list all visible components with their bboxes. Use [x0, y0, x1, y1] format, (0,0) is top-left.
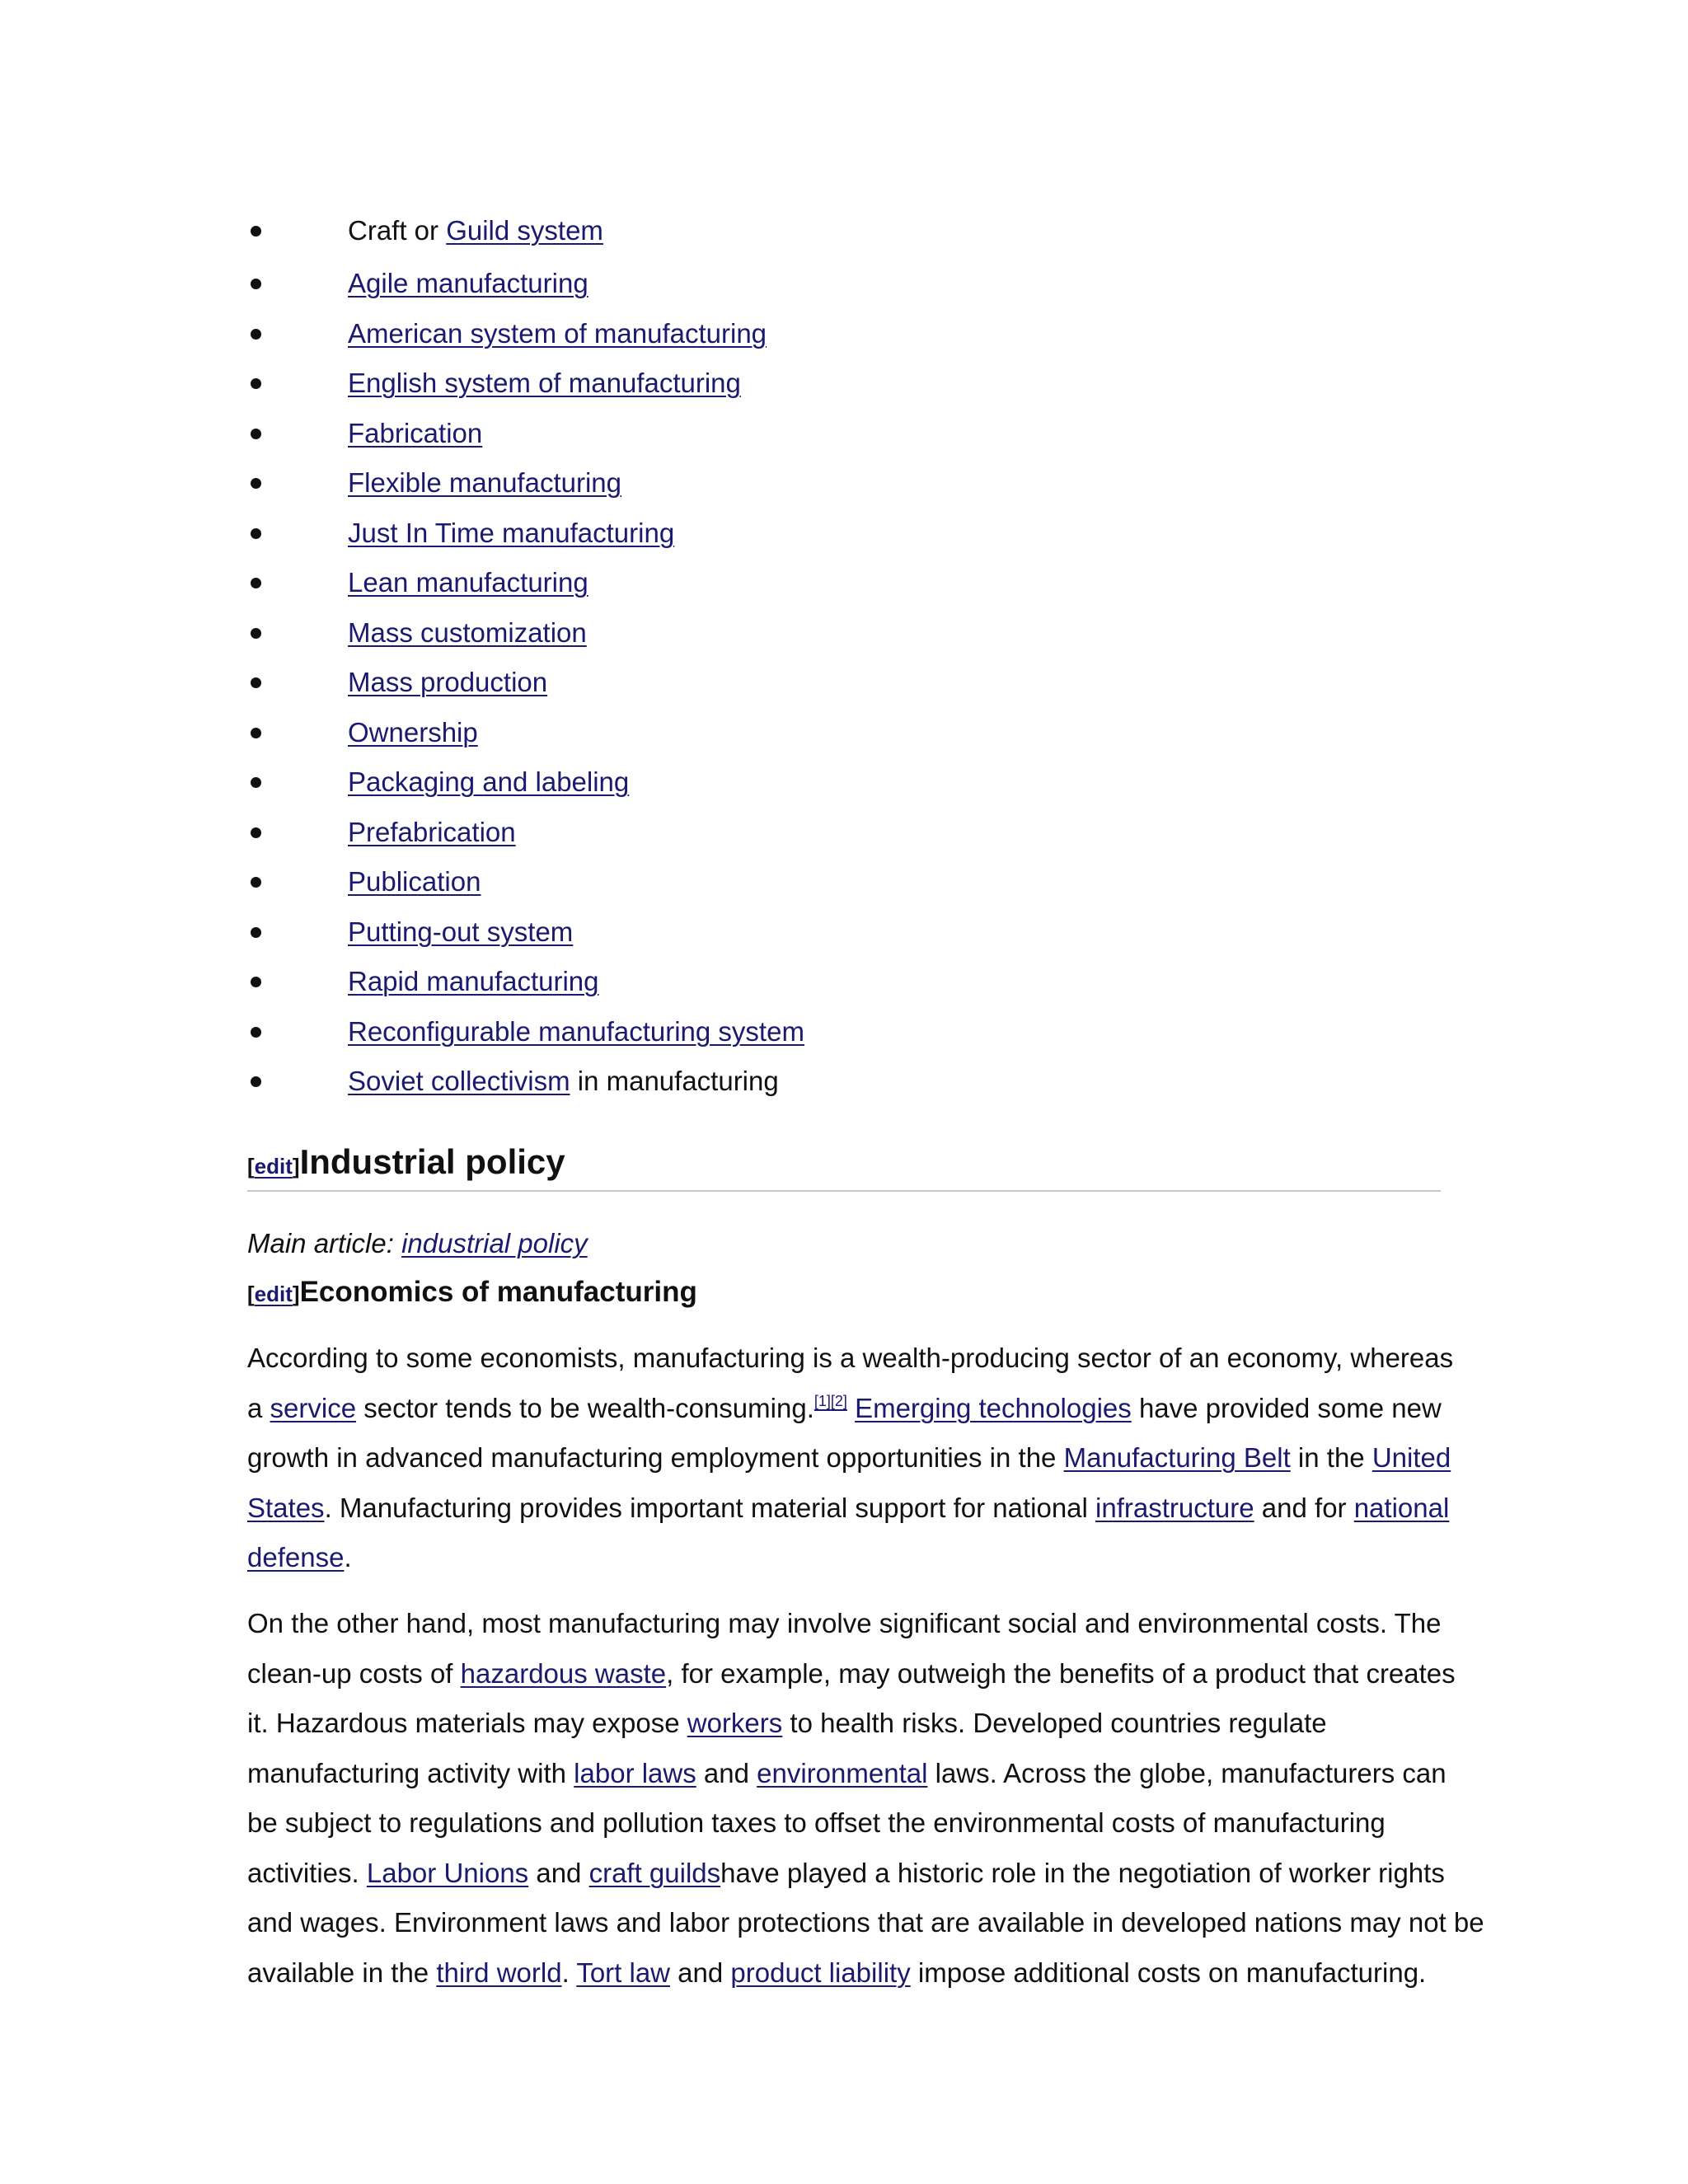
list-item — [247, 513, 804, 563]
bullet-icon — [251, 677, 261, 688]
infrastructure-link[interactable]: infrastructure — [1095, 1492, 1254, 1523]
heading-text: Economics of manufacturing — [299, 1276, 697, 1308]
text-line — [247, 1798, 1451, 1849]
citation-link-1[interactable]: [1] — [814, 1392, 831, 1409]
text-line — [247, 1483, 1451, 1534]
list-item-link[interactable]: Mass production — [348, 667, 548, 697]
text-run: activities. — [247, 1857, 367, 1888]
text-run: available in the — [247, 1957, 437, 1988]
edit-bracket-open: [ — [247, 1282, 255, 1306]
list-item-link[interactable]: Soviet collectivism — [348, 1066, 570, 1096]
list-item — [247, 961, 804, 1011]
edit-link[interactable]: edit — [254, 1154, 293, 1179]
emerging-technologies-link[interactable]: Emerging technologies — [855, 1392, 1132, 1423]
list-item — [247, 662, 804, 712]
text-run: and — [670, 1957, 731, 1988]
main-article-label: Main article: — [247, 1228, 402, 1258]
text-line — [247, 1433, 1451, 1483]
list-item — [247, 363, 804, 413]
text-run: sector tends to be wealth-consuming. — [356, 1392, 814, 1423]
bullet-icon — [251, 378, 261, 389]
environmental-link[interactable]: environmental — [757, 1757, 928, 1788]
economics-paragraph-2 — [247, 1599, 1484, 1998]
bullet-icon — [251, 528, 261, 539]
bullet-icon — [251, 877, 261, 888]
text-line — [247, 1948, 1451, 1999]
list-item-link[interactable]: Mass customization — [348, 616, 587, 648]
national-defense-link[interactable]: national — [1353, 1492, 1450, 1523]
list-item — [247, 912, 804, 962]
text-line — [247, 1384, 1451, 1434]
bullet-icon — [251, 827, 261, 838]
list-item-link[interactable]: English system of manufacturing — [348, 368, 741, 398]
list-item — [247, 712, 804, 762]
text-run: . — [561, 1957, 577, 1988]
list-item-link[interactable]: Agile manufacturing — [348, 268, 588, 298]
list-item-link[interactable]: American system of manufacturing — [348, 317, 767, 349]
list-item-suffix: in manufacturing — [570, 1066, 779, 1096]
craft-guilds-link[interactable]: craft guilds — [588, 1857, 721, 1888]
service-link[interactable]: service — [270, 1392, 357, 1423]
bullet-icon — [251, 226, 261, 237]
list-item-prefix: Craft or — [348, 215, 447, 246]
national-defense-link[interactable]: defense — [247, 1542, 345, 1572]
text-run: According to some economists, manufacturing is a wealth-producing sector of an economy, whereas — [247, 1343, 1454, 1373]
citation — [814, 1393, 847, 1409]
text-run: it. Hazardous materials may expose — [247, 1708, 687, 1738]
text-run: and for — [1254, 1492, 1354, 1523]
list-item-link[interactable]: Fabrication — [348, 417, 483, 448]
list-item-link[interactable]: Guild system — [446, 215, 603, 246]
edit-section-link — [247, 1154, 300, 1179]
bullet-icon — [251, 777, 261, 788]
text-run: to health risks. Developed countries regulate — [782, 1708, 1327, 1738]
text-run: and — [528, 1857, 589, 1888]
united-states-link[interactable]: States — [247, 1492, 325, 1523]
list-item-link[interactable]: Rapid manufacturing — [348, 966, 599, 996]
bullet-icon — [251, 1076, 261, 1087]
list-item-link[interactable]: Prefabrication — [348, 816, 516, 847]
list-item — [247, 1011, 804, 1062]
text-run: and — [696, 1757, 757, 1788]
manufacturing-methods-list — [247, 210, 804, 1111]
product-liability-link[interactable]: product liability — [730, 1957, 911, 1988]
list-item-link[interactable]: Just In Time manufacturing — [348, 517, 675, 548]
list-item-link[interactable]: Flexible manufacturing — [348, 467, 621, 498]
list-item — [247, 612, 804, 663]
list-item-link[interactable]: Packaging and labeling — [348, 766, 630, 797]
text-run: On the other hand, most manufacturing may involve significant social and environmental costs. The — [247, 1608, 1442, 1638]
labor-laws-link[interactable]: labor laws — [574, 1757, 696, 1788]
text-line — [247, 1699, 1451, 1749]
list-item — [247, 413, 804, 463]
text-line — [247, 1599, 1451, 1649]
united-states-link[interactable]: United — [1372, 1442, 1451, 1473]
list-item — [247, 210, 804, 263]
bullet-icon — [251, 329, 261, 340]
edit-section-link — [247, 1282, 300, 1306]
text-run: a — [247, 1392, 270, 1423]
text-run: have provided some new — [1131, 1392, 1442, 1423]
bullet-icon — [251, 977, 261, 987]
tort-law-link[interactable]: Tort law — [576, 1957, 671, 1988]
list-item — [247, 1061, 804, 1111]
bullet-icon — [251, 1027, 261, 1038]
text-run: . — [344, 1542, 352, 1572]
main-article-note — [247, 1223, 588, 1264]
workers-link[interactable]: workers — [687, 1708, 783, 1738]
list-item — [247, 812, 804, 862]
bullet-icon — [251, 628, 261, 639]
heading-text: Industrial policy — [299, 1142, 565, 1181]
list-item-link[interactable]: Lean manufacturing — [348, 567, 588, 598]
text-run: in the — [1290, 1442, 1372, 1473]
list-item — [247, 762, 804, 812]
manufacturing-belt-link[interactable]: Manufacturing Belt — [1063, 1442, 1291, 1473]
edit-bracket-open: [ — [247, 1154, 255, 1179]
list-item — [247, 462, 804, 513]
bullet-icon — [251, 478, 261, 489]
text-run: clean-up costs of — [247, 1657, 461, 1689]
text-line — [247, 1849, 1451, 1899]
bullet-icon — [251, 429, 261, 439]
bullet-icon — [251, 927, 261, 938]
text-line — [247, 1749, 1451, 1799]
bullet-icon — [251, 279, 261, 289]
third-world-link[interactable]: third world — [436, 1957, 562, 1988]
list-item-link[interactable]: Ownership — [348, 716, 478, 748]
text-line — [247, 1333, 1454, 1384]
bullet-icon — [251, 578, 261, 588]
bullet-icon — [251, 728, 261, 738]
text-run: be subject to regulations and pollution taxes to offset the environmental costs of manufacturing — [247, 1807, 1386, 1838]
text-run: and wages. Environment laws and labor protections that are available in developed nations may not be — [247, 1907, 1484, 1938]
text-run: have played a historic role in the negotiation of worker rights — [720, 1857, 1445, 1888]
text-line — [247, 1898, 1484, 1948]
edit-link[interactable]: edit — [254, 1282, 293, 1306]
industrial-policy-heading — [247, 1137, 1441, 1192]
list-item-link[interactable]: Putting-out system — [348, 916, 574, 947]
economics-heading — [247, 1271, 697, 1315]
edit-bracket-close: ] — [292, 1282, 300, 1306]
list-item — [247, 263, 804, 313]
list-item — [247, 861, 804, 912]
list-item-link[interactable]: Reconfigurable manufacturing system — [348, 1015, 804, 1047]
list-item — [247, 313, 804, 363]
text-run: , for example, may outweigh the benefits of a product that creates — [666, 1657, 1456, 1689]
main-article-link[interactable]: industrial policy — [401, 1228, 588, 1258]
economics-paragraph-1 — [247, 1333, 1454, 1583]
citation-link-2[interactable]: [2] — [830, 1392, 847, 1409]
text-run: growth in advanced manufacturing employment opportunities in the — [247, 1442, 1064, 1473]
list-item-link[interactable]: Publication — [348, 866, 481, 897]
list-item — [247, 562, 804, 612]
labor-unions-link[interactable]: Labor Unions — [366, 1857, 529, 1888]
hazardous-waste-link[interactable]: hazardous waste — [460, 1657, 667, 1689]
text-line — [247, 1533, 1451, 1583]
text-run: . Manufacturing provides important material support for national — [324, 1492, 1096, 1523]
edit-bracket-close: ] — [292, 1154, 300, 1179]
text-run: manufacturing activity with — [247, 1757, 574, 1788]
text-line — [247, 1649, 1456, 1699]
text-run: laws. Across the globe, manufacturers can — [927, 1757, 1447, 1788]
text-run — [847, 1393, 855, 1423]
text-run: impose additional costs on manufacturing. — [910, 1957, 1427, 1988]
